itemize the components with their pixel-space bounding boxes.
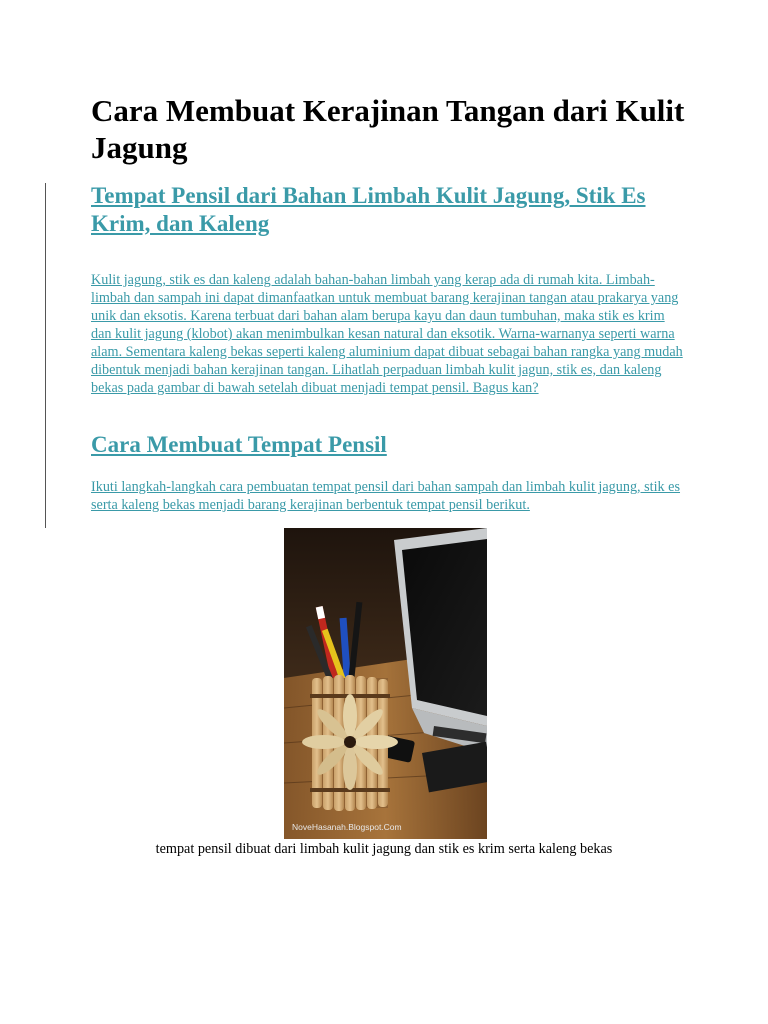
page-title: Cara Membuat Kerajinan Tangan dari Kulit Jagung (91, 93, 685, 165)
pencil-holder-photo (284, 528, 487, 839)
margin-rule (45, 183, 46, 528)
intro-paragraph-link[interactable]: Kulit jagung, stik es dan kaleng adalah bahan-bahan limbah yang kerap ada di rumah kita. Limbah-limbah dan sampah ini dapat dimanfaatkan untuk membuat barang kerajinan tangan atau prakarya yang unik dan eksotis. Karena terbuat dari bahan alam berupa kayu dan daun tumbuhan, maka stik es krim dan kulit jagung (klobot) akan menimbulkan kesan natural dan eksotik. Warna-warnanya seperti warna alam. Sementara kaleng bekas seperti kaleng aluminium dapat dibuat sebagai bahan rangka yang mudah dibentuk menjadi bahan kerajinan tangan. Lihatlah perpaduan limbah kulit jagun, stik es, dan kaleng bekas pada gambar di bawah setelah dibuat menjadi tempat pensil. Bagus kan? (91, 272, 683, 396)
section-heading-how-to[interactable]: Cara Membuat Tempat Pensil (91, 432, 387, 457)
photo-caption: tempat pensil dibuat dari limbah kulit jagung dan stik es krim serta kaleng bekas (155, 841, 613, 857)
photo-watermark: NoveHasanah.Blogspot.Com (292, 822, 402, 832)
steps-intro-paragraph-link[interactable]: Ikuti langkah-langkah cara pembuatan tempat pensil dari bahan sampah dan limbah kulit jagung, stik es serta kaleng bekas menjadi barang kerajinan berbentuk tempat pensil berikut. (91, 479, 681, 513)
section-heading-pencil-holder[interactable]: Tempat Pensil dari Bahan Limbah Kulit Jagung, Stik Es Krim, dan Kaleng (91, 183, 646, 236)
